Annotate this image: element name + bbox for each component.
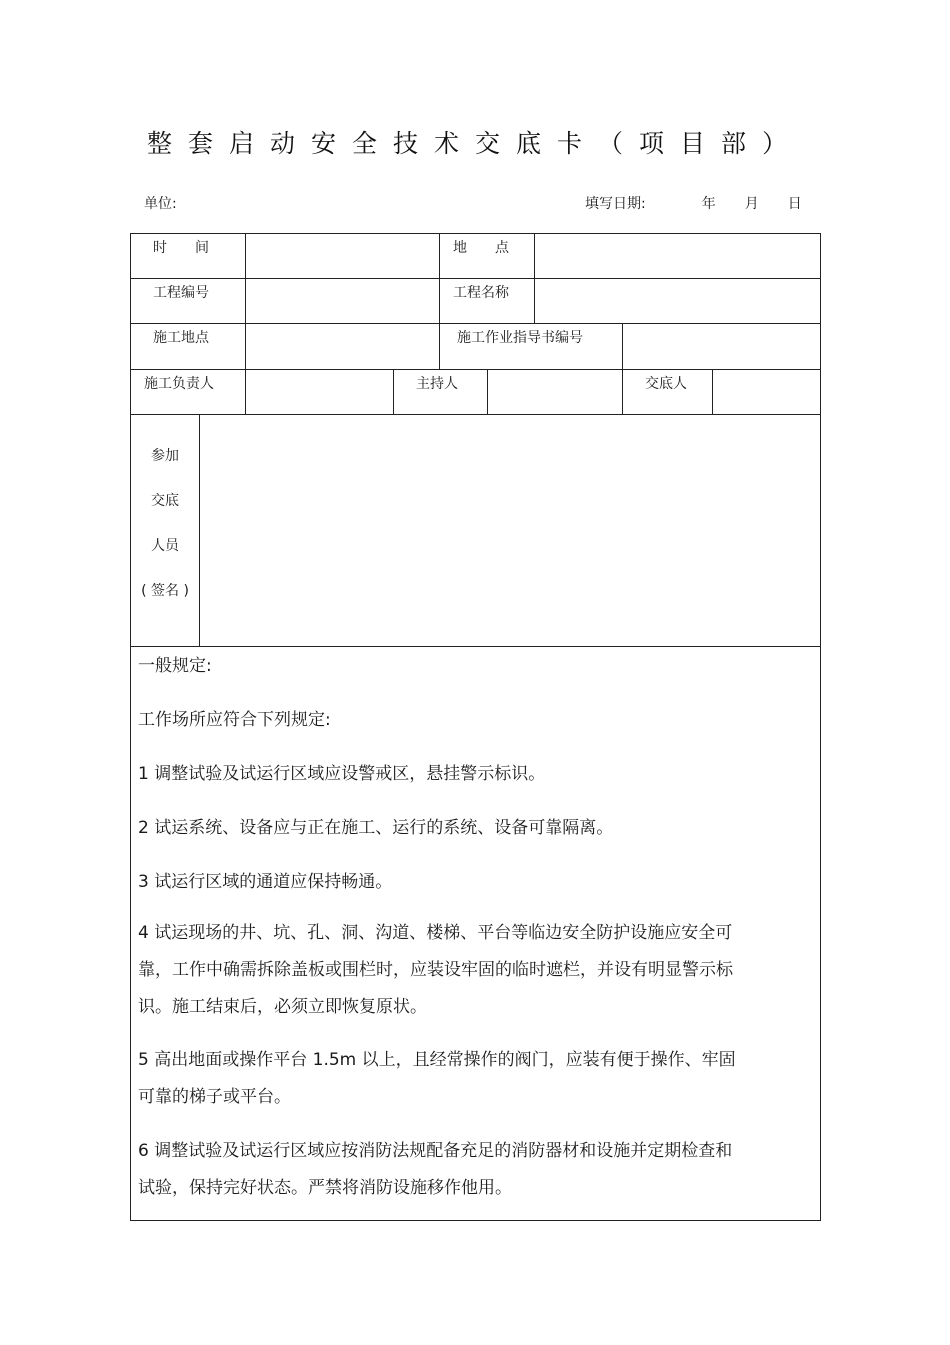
- rule-item-cont: 识。施工结束后，必须立即恢复原状。: [138, 997, 427, 1017]
- participants-label: [131, 415, 200, 646]
- participants-label-line: 交底: [151, 493, 179, 509]
- month-label: 月: [744, 196, 759, 212]
- participants-label-line: 人员: [151, 538, 179, 554]
- participants-signature-area[interactable]: [200, 415, 820, 646]
- day-label: 日: [787, 196, 802, 212]
- participants-label-line: 参加: [151, 448, 179, 464]
- project-name-label: 工程名称: [439, 279, 534, 323]
- place-label: 地 点: [439, 234, 534, 278]
- row-time-place: [131, 234, 820, 279]
- page-title: 整套启动安全技术交底卡（项目部）: [146, 129, 803, 158]
- rule-item: 1 调整试验及试运行区域应设警戒区，悬挂警示标识。: [138, 764, 546, 784]
- host-field[interactable]: [487, 370, 622, 414]
- rule-item: 5 高出地面或操作平台 1.5m 以上，且经常操作的阀门，应装有便于操作、牢固: [138, 1050, 736, 1070]
- rule-item: 2 试运系统、设备应与正在施工、运行的系统、设备可靠隔离。: [138, 818, 614, 838]
- briefer-label: 交底人: [622, 370, 712, 414]
- rule-item-cont: 试验，保持完好状态。严禁将消防设施移作他用。: [138, 1178, 512, 1198]
- row-persons: [131, 370, 820, 415]
- year-label: 年: [701, 196, 716, 212]
- rule-item-cont: 靠，工作中确需拆除盖板或围栏时，应装设牢固的临时遮栏，并设有明显警示标: [138, 960, 733, 980]
- site-label: 施工地点: [153, 330, 209, 346]
- row-participants: [131, 415, 820, 647]
- date-label: 填写日期:: [585, 196, 646, 212]
- rule-item: 6 调整试验及试运行区域应按消防法规配备充足的消防器材和设施并定期检查和: [138, 1141, 733, 1161]
- unit-label: 单位:: [144, 196, 177, 212]
- general-heading: 一般规定:: [138, 656, 212, 676]
- row-project: [131, 279, 820, 324]
- briefing-form: [130, 233, 821, 1221]
- project-no-field[interactable]: [245, 279, 439, 323]
- project-name-field[interactable]: [534, 279, 820, 323]
- time-label: 时 间: [153, 240, 209, 256]
- guide-no-field[interactable]: [622, 324, 820, 369]
- row-site: [131, 324, 820, 370]
- date-field: [585, 193, 802, 213]
- rule-item: 4 试运现场的井、坑、孔、洞、沟道、楼梯、平台等临边安全防护设施应安全可: [138, 923, 733, 943]
- rule-item-cont: 可靠的梯子或平台。: [138, 1087, 291, 1107]
- rule-item: 3 试运行区域的通道应保持畅通。: [138, 872, 393, 892]
- site-field[interactable]: [245, 324, 439, 369]
- time-field[interactable]: [245, 234, 439, 278]
- project-no-label: 工程编号: [153, 285, 209, 301]
- leader-label: 施工负责人: [144, 376, 214, 392]
- briefer-field[interactable]: [712, 370, 820, 414]
- leader-field[interactable]: [245, 370, 393, 414]
- guide-no-label: 施工作业指导书编号: [439, 324, 622, 369]
- host-label: 主持人: [393, 370, 487, 414]
- participants-label-line: ( 签名 ): [141, 583, 189, 599]
- place-field[interactable]: [534, 234, 820, 278]
- intro-text: 工作场所应符合下列规定:: [138, 710, 331, 730]
